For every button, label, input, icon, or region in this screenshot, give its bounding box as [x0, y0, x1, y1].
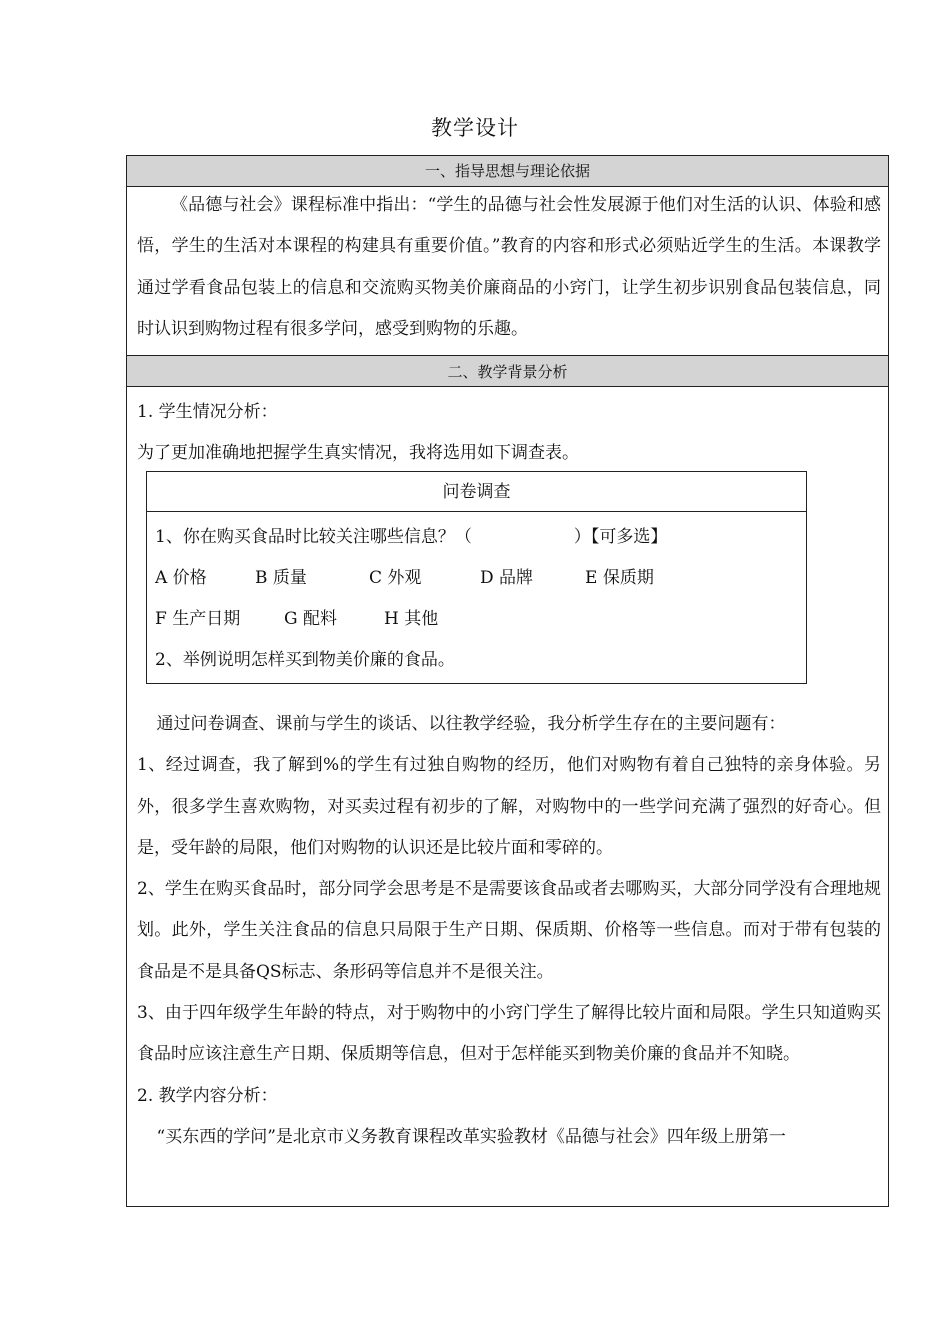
design-table: [126, 155, 889, 1207]
option-h: H 其他: [384, 609, 439, 629]
question-2: 2、举例说明怎样买到物美价廉的食品。: [155, 650, 455, 670]
option-c: C 外观: [369, 568, 422, 588]
survey-intro-text: 为了更加准确地把握学生真实情况，我将选用如下调查表。: [137, 443, 579, 463]
content-analysis-text: “买东西的学问”是北京市义务教育课程改革实验教材《品德与社会》四年级上册第一: [156, 1126, 786, 1147]
guiding-thought-paragraph: 《品德与社会》课程标准中指出：“学生的品德与社会性发展源于他们对生活的认识、体验和感悟，学生的生活对本课程的构建具有重要价值。”教育的内容和形式必须贴近学生的生活。本课教学通过学看食品包装上的信息和交流购买物美价廉商品的小窍门，让学生初步识别食品包装信息，同时认识到购物过程有很多学问，感受到购物的乐趣。: [137, 195, 881, 339]
option-d: D 品牌: [480, 568, 534, 588]
problem-item: 3、由于四年级学生年龄的特点，对于购物中的小窍门学生了解得比较片面和局限。学生只知道购买食品时应该注意生产日期、保质期等信息，但对于怎样能买到物美价廉的食品并不知晓。: [137, 1003, 881, 1065]
option-f: F 生产日期: [155, 609, 241, 629]
document-title: 教学设计: [431, 116, 519, 140]
problem-item: 1、经过调查，我了解到%的学生有过独自购物的经历，他们对购物有着自己独特的亲身体验。另外，很多学生喜欢购物，对买卖过程有初步的了解，对购物中的一些学问充满了强烈的好奇心。但是，受年龄的局限，他们对购物的认识还是比较片面和零碎的。: [137, 755, 881, 858]
question-1: 1、你在购买食品时比较关注哪些信息？（ ）【可多选】: [155, 527, 668, 547]
student-analysis-heading: 1. 学生情况分析：: [137, 402, 278, 422]
problem-item: 2、学生在购买食品时，部分同学会思考是不是需要该食品或者去哪购买，大部分同学没有合理地规划。此外，学生关注食品的信息只局限于生产日期、保质期、价格等一些信息。而对于带有包装的食品是不是具备QS标志、条形码等信息并不是很关注。: [137, 879, 881, 982]
content-analysis-heading: 2. 教学内容分析：: [137, 1085, 278, 1106]
student-problems-analysis: [137, 704, 881, 1158]
option-a: A 价格: [155, 568, 207, 588]
analysis-intro: 通过问卷调查、课前与学生的谈话、以往教学经验，我分析学生存在的主要问题有：: [156, 714, 786, 734]
questionnaire-title: 问卷调查: [147, 472, 806, 512]
option-g: G 配料: [284, 609, 337, 629]
questionnaire-box: [146, 471, 807, 684]
section-heading-guiding-thought: 一、指导思想与理论依据: [127, 156, 888, 187]
section-heading-background-analysis: 二、教学背景分析: [127, 355, 888, 387]
option-e: E 保质期: [585, 568, 654, 588]
option-b: B 质量: [255, 568, 307, 588]
